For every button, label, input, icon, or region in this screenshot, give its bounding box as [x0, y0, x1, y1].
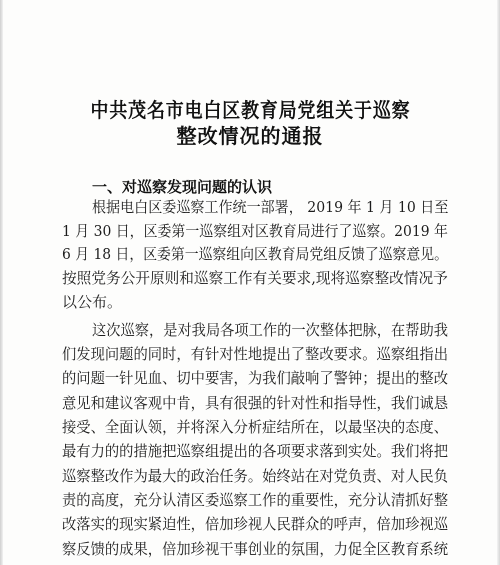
- paragraph-2-line: 巡察整改作为最大的政治任务。始终站在对党负责、对人民负: [62, 467, 449, 485]
- scan-edge-left: [0, 0, 3, 565]
- paragraph-2-line: 最有力的的措施把巡察组提出的各项要求落到实处。我们将把: [62, 442, 449, 460]
- document-title-line-1: 中共茂名市电白区教育局党组关于巡察: [89, 98, 411, 122]
- paragraph-2-line: 的问题一针见血、切中要害，为我们敲响了警钟；提出的整改: [62, 369, 449, 387]
- paragraph-1-line: 根据电白区委巡察工作统一部署， 2019 年 1 月 10 日至: [92, 198, 449, 216]
- paragraph-2-line: 这次巡察，是对我局各项工作的一次整体把脉，在帮助我: [92, 321, 449, 339]
- paragraph-2-line: 意见和建议客观中肯，具有很强的针对性和指导性，我们诚恳: [62, 394, 449, 412]
- paragraph-2-line: 接受、全面认领，并将深入分析症结所在，以最坚决的态度、: [62, 418, 449, 436]
- section-heading: 一、对巡察发现问题的认识: [92, 178, 273, 196]
- paragraph-1-line: 1 月 30 日，区委第一巡察组对区教育局进行了巡察。2019 年: [62, 222, 448, 240]
- paragraph-1-line: 按照党务公开原则和巡察工作有关要求,现将巡察整改情况予: [62, 269, 448, 287]
- paragraph-2-line: 察反馈的成果，倍加珍视干事创业的氛围，力促全区教育系统: [62, 540, 449, 558]
- document-title-line-2: 整改情况的通报: [176, 124, 324, 148]
- paragraph-1-line: 以公布。: [62, 293, 123, 311]
- paragraph-1-line: 6 月 18 日，区委第一巡察组向区教育局党组反馈了巡察意见。: [62, 245, 448, 263]
- paragraph-2-line: 们发现问题的同时，有针对性地提出了整改要求。巡察组指出: [62, 345, 449, 363]
- paragraph-2-line: 责的高度，充分认清区委巡察工作的重要性，充分认清抓好整: [62, 491, 449, 509]
- paragraph-2-line: 改落实的现实紧迫性，倍加珍视人民群众的呼声，倍加珍视巡: [62, 515, 449, 533]
